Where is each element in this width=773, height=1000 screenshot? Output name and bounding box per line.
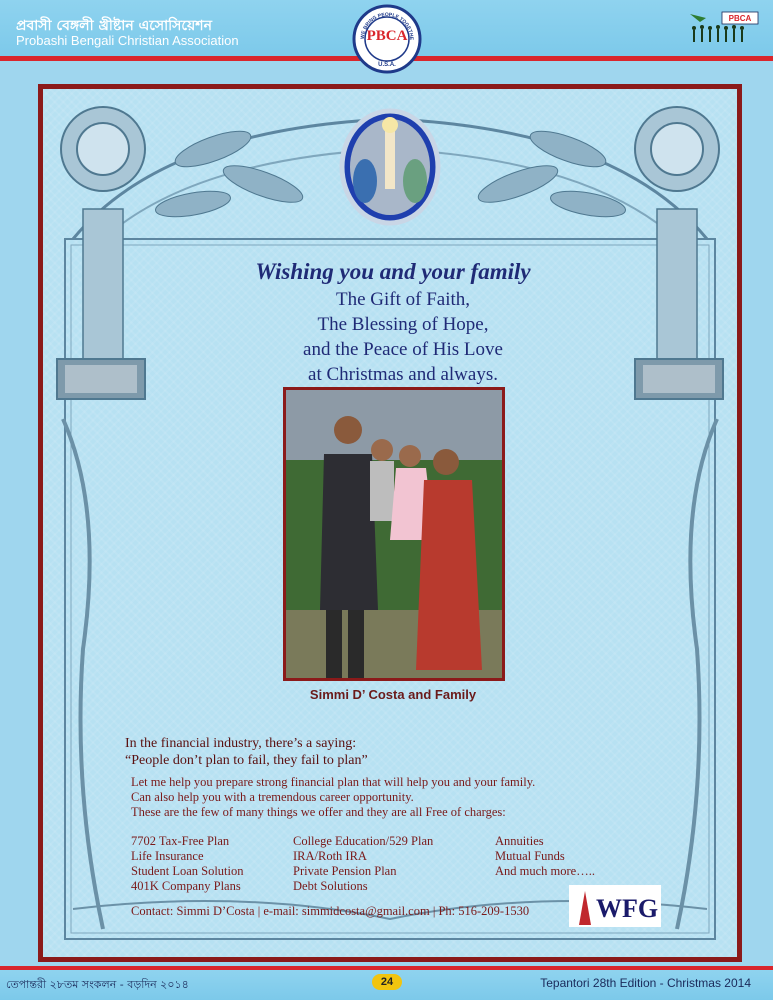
contact-line: Contact: Simmi D’Costa | e-mail: simmidcosta@gmail.com | Ph: 516-209-1530 <box>131 904 530 918</box>
wfg-logo-text: WFG <box>595 894 659 923</box>
offerings-column-1 <box>131 834 244 894</box>
offering-item: Life Insurance <box>131 849 204 863</box>
org-name-bengali: প্রবাসী বেঙ্গলী খ্রীষ্টান এসোসিয়েশন <box>16 18 212 34</box>
wfg-logo <box>569 885 661 927</box>
offering-item: 7702 Tax-Free Plan <box>131 834 230 848</box>
footer-right-text: Tepantori 28th Edition - Christmas 2014 <box>540 976 751 990</box>
logo-country: U.S.A. <box>378 62 396 68</box>
greeting-card <box>38 84 742 962</box>
logo-motto: WE BRING PEOPLE TOGETHE <box>359 11 415 41</box>
verse-line: and the Peace of His Love <box>303 339 503 360</box>
offerings-column-3 <box>495 834 595 879</box>
offering-item: Debt Solutions <box>293 879 368 893</box>
offering-item: Student Loan Solution <box>131 864 244 878</box>
offering-item: Mutual Funds <box>495 849 565 863</box>
pitch-line: Let me help you prepare strong financial plan that will help you and your family. <box>131 775 536 789</box>
offering-item: 401K Company Plans <box>131 879 241 893</box>
logo-letters: PBCA <box>366 28 408 44</box>
offering-item: Private Pension Plan <box>293 864 397 878</box>
offering-item: IRA/Roth IRA <box>293 849 367 863</box>
pitch-line: Can also help you with a tremendous career opportunity. <box>131 790 414 804</box>
nativity-medallion <box>342 111 438 223</box>
greeting-verse <box>253 287 553 387</box>
pbca-seal-logo <box>352 4 422 74</box>
pitch-block <box>131 775 535 820</box>
pbca-figures-logo <box>688 10 760 48</box>
right-logo-text: PBCA <box>728 14 752 23</box>
family-photo-frame <box>283 387 505 681</box>
footer-left-text: তেপান্তরী ২৮তম সংকলন - বড়দিন ২০১৪ <box>6 978 189 991</box>
family-photo <box>286 390 502 678</box>
verse-line: The Gift of Faith, <box>335 289 471 310</box>
offering-item: And much more….. <box>495 864 595 878</box>
greeting-title: Wishing you and your family <box>255 259 531 284</box>
pitch-line: These are the few of many things we offer and they are all Free of charges: <box>131 805 506 819</box>
offerings-column-2 <box>293 834 433 894</box>
saying-intro: In the financial industry, there’s a saying: <box>125 736 357 751</box>
page-number-badge: 24 <box>372 974 402 990</box>
offering-item: Annuities <box>495 834 544 848</box>
saying-quote: “People don’t plan to fail, they fail to plan” <box>125 753 368 768</box>
saying-block <box>125 735 368 769</box>
verse-line: The Blessing of Hope, <box>317 314 489 335</box>
verse-line: at Christmas and always. <box>308 364 498 385</box>
page-footer <box>0 970 773 1000</box>
offering-item: College Education/529 Plan <box>293 834 434 848</box>
card-panel <box>43 89 737 957</box>
org-name-english: Probashi Bengali Christian Association <box>16 33 239 48</box>
photo-caption: Simmi D’ Costa and Family <box>309 687 477 702</box>
